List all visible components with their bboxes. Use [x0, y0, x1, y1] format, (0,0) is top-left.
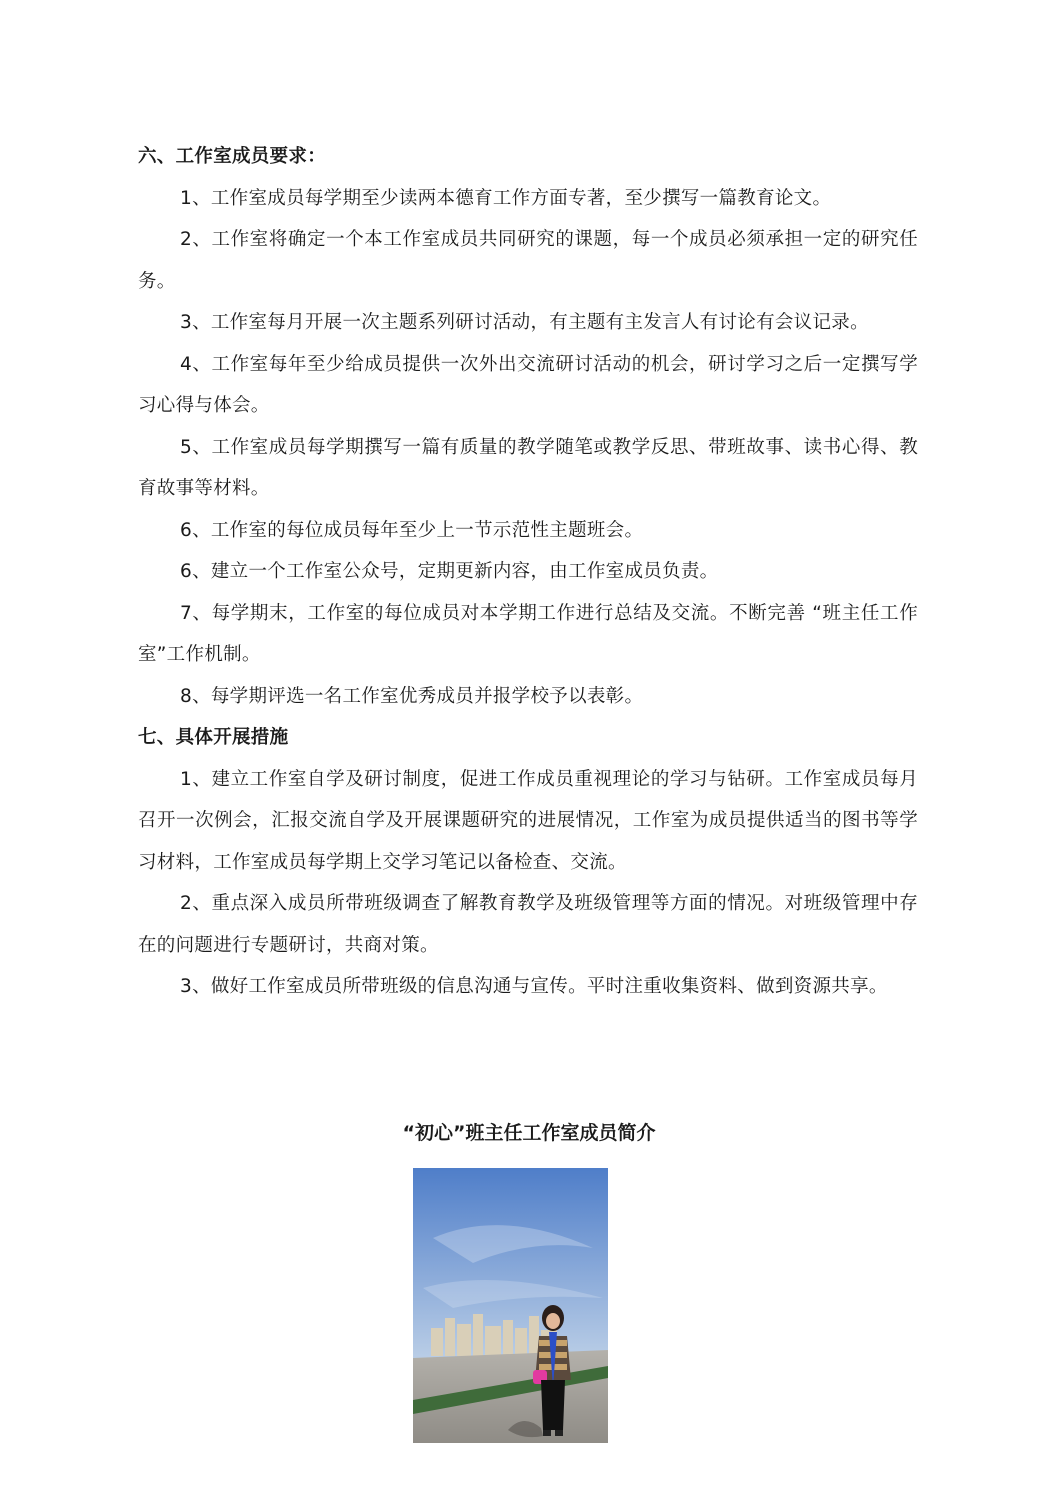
list-item: 2、重点深入成员所带班级调查了解教育教学及班级管理等方面的情况。对班级管理中存在的问题进行专题研讨，共商对策。 — [138, 893, 918, 956]
section-heading: 七、具体开展措施 — [138, 727, 289, 748]
section-heading: 六、工作室成员要求： — [138, 146, 327, 167]
section-requirements — [138, 136, 918, 717]
member-photo — [413, 1168, 608, 1443]
document-body — [138, 136, 918, 1008]
list-item: 5、工作室成员每学期撰写一篇有质量的教学随笔或教学反思、带班故事、读书心得、教育故事等材料。 — [138, 436, 918, 499]
member-photo-image — [413, 1168, 608, 1443]
list-item: 4、工作室每年至少给成员提供一次外出交流研讨活动的机会，研讨学习之后一定撰写学习心得与体会。 — [138, 353, 918, 416]
list-item: 3、做好工作室成员所带班级的信息沟通与宣传。平时注重收集资料、做到资源共享。 — [180, 976, 888, 997]
section-measures — [138, 717, 918, 1008]
list-item: 2、工作室将确定一个本工作室成员共同研究的课题，每一个成员必须承担一定的研究任务。 — [138, 229, 918, 292]
list-item: 3、工作室每月开展一次主题系列研讨活动，有主题有主发言人有讨论有会议记录。 — [180, 312, 869, 333]
members-title: “初心”班主任工作室成员简介 — [402, 1122, 656, 1144]
list-item: 7、每学期末，工作室的每位成员对本学期工作进行总结及交流。不断完善 “班主任工作室”工作机制。 — [138, 602, 918, 665]
list-item: 6、工作室的每位成员每年至少上一节示范性主题班会。 — [180, 519, 644, 541]
list-item: 1、工作室成员每学期至少读两本德育工作方面专著，至少撰写一篇教育论文。 — [180, 187, 832, 209]
list-item: 8、每学期评选一名工作室优秀成员并报学校予以表彰。 — [180, 685, 644, 707]
list-item: 6、建立一个工作室公众号，定期更新内容，由工作室成员负责。 — [180, 561, 719, 582]
list-item: 1、建立工作室自学及研讨制度，促进工作成员重视理论的学习与钻研。工作室成员每月召开一次例会，汇报交流自学及开展课题研究的进展情况，工作室为成员提供适当的图书等学习材料，工作室成员每学期上交学习笔记以备检查、交流。 — [138, 768, 918, 873]
